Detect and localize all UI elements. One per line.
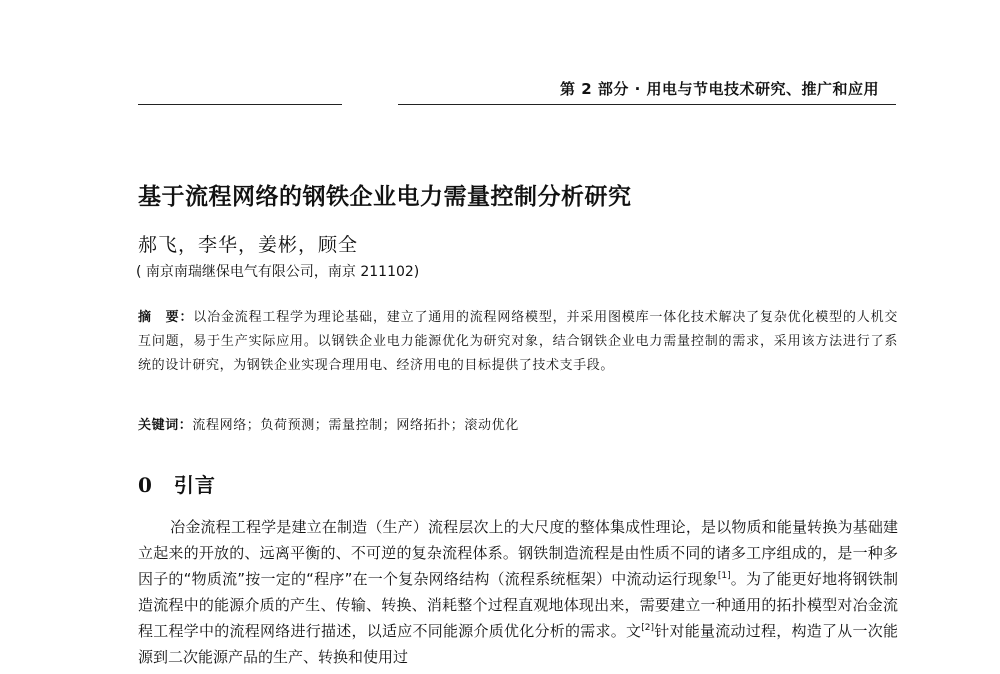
keywords-label: 关键词：: [138, 418, 193, 433]
body-text-part-3: 针对能量流动过程，构造了从一次能源到二次能源产品的生产、转换和使用过: [138, 622, 898, 666]
abstract-label: 摘 要：: [138, 310, 194, 325]
body-text-part-1: 冶金流程工程学是建立在制造（生产）流程层次上的大尺度的整体集成性理论，是以物质和能量转换为基础建立起来的开放的、远离平衡的、不可逆的复杂流程体系。钢铁制造流程是由性质不同的诸多工序组成的，是一种多因子的“物质流”按一定的“程序”在一个复杂网络结构（流程系统框架）中流动运行现象: [138, 518, 898, 588]
citation-1[interactable]: [1]: [717, 571, 731, 581]
running-header: 第 2 部分 · 用电与节电技术研究、推广和应用: [560, 80, 880, 98]
author-affiliation: ( 南京南瑞继保电气有限公司，南京 211102): [136, 264, 420, 280]
author-list: 郝飞，李华，姜彬，顾全: [138, 234, 359, 256]
body-paragraph: [138, 514, 898, 670]
body-text-part-2: 。为了能更好地将钢铁制造流程中的能源介质的产生、传输、转换、消耗整个过程直观地体现出来，需要建立一种通用的拓扑模型对冶金流程工程学中的流程网络进行描述，以适应不同能源介质优化分析的需求。文: [138, 570, 898, 640]
paper-title: 基于流程网络的钢铁企业电力需量控制分析研究: [138, 183, 632, 210]
abstract: [138, 306, 898, 378]
citation-2[interactable]: [2]: [641, 623, 654, 633]
header-rule-left: [138, 104, 342, 105]
header-rule-right: [398, 104, 896, 105]
keywords: [138, 414, 898, 433]
section-heading-introduction: 0 引言: [138, 473, 216, 497]
keywords-text: 流程网络；负荷预测；需量控制；网络拓扑；滚动优化: [192, 418, 519, 433]
abstract-text: 以冶金流程工程学为理论基础，建立了通用的流程网络模型，并采用图模库一体化技术解决了复杂优化模型的人机交互问题，易于生产实际应用。以钢铁企业电力能源优化为研究对象，结合钢铁企业电力需量控制的需求，采用该方法进行了系统的设计研究，为钢铁企业实现合理用电、经济用电的目标提供了技术支手段。: [138, 310, 898, 373]
